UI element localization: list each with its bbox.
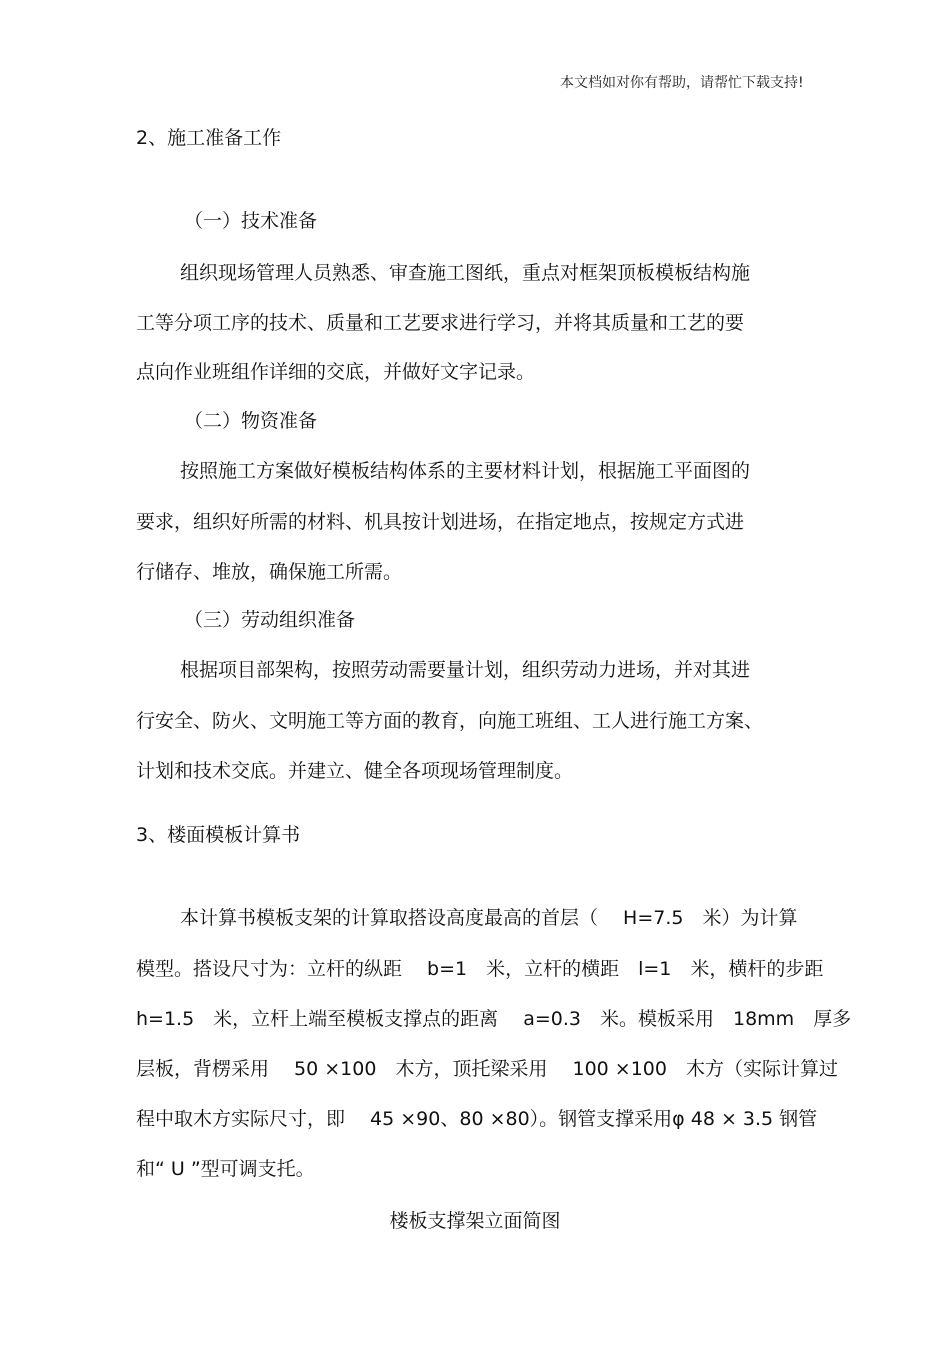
- section-3-heading: 3、楼面模板计算书: [136, 824, 301, 846]
- paragraph-line: 要求，组织好所需的材料、机具按计划进场，在指定地点，按规定方式进: [136, 511, 745, 533]
- labor-prep-heading: （三）劳动组织准备: [184, 609, 356, 631]
- paragraph-line: 模型。搭设尺寸为：立杆的纵距 b=1 米，立杆的横距 l=1 米，横杆的步距: [136, 958, 824, 980]
- paragraph-line: 点向作业班组作详细的交底，并做好文字记录。: [136, 361, 536, 383]
- paragraph-line: 工等分项工序的技术、质量和工艺要求进行学习，并将其质量和工艺的要: [136, 312, 745, 334]
- paragraph-line: h=1.5 米，立杆上端至模板支撑点的距离 a=0.3 米。模板采用 18mm 厚多: [136, 1008, 852, 1030]
- paragraph-line: 根据项目部架构，按照劳动需要量计划，组织劳动力进场，并对其进: [180, 659, 751, 681]
- section-2-heading: 2、施工准备工作: [136, 127, 282, 149]
- paragraph-line: 和“ U ”型可调支托。: [136, 1158, 315, 1180]
- paragraph-line: 层板，背楞采用 50 ×100 木方，顶托梁采用 100 ×100 木方（实际计算过: [136, 1058, 838, 1080]
- figure-caption: 楼板支撑架立面简图: [389, 1210, 561, 1232]
- paragraph-line: 按照施工方案做好模板结构体系的主要材料计划，根据施工平面图的: [180, 460, 751, 482]
- paragraph-line: 本计算书模板支架的计算取搭设高度最高的首层（ H=7.5 米）为计算: [180, 907, 798, 929]
- tech-prep-heading: （一）技术准备: [184, 210, 318, 232]
- materials-prep-heading: （二）物资准备: [184, 410, 318, 432]
- paragraph-line: 行储存、堆放，确保施工所需。: [136, 561, 403, 583]
- paragraph-line: 程中取木方实际尺寸，即 45 ×90、80 ×80）。钢管支撑采用φ 48 × 3.5 钢管: [136, 1108, 818, 1130]
- paragraph-line: 组织现场管理人员熟悉、审查施工图纸，重点对框架顶板模板结构施: [180, 262, 751, 284]
- header-note: 本文档如对你有帮助，请帮忙下载支持!: [560, 75, 804, 91]
- paragraph-line: 计划和技术交底。并建立、健全各项现场管理制度。: [136, 760, 574, 782]
- paragraph-line: 行安全、防火、文明施工等方面的教育，向施工班组、工人进行施工方案、: [136, 710, 764, 732]
